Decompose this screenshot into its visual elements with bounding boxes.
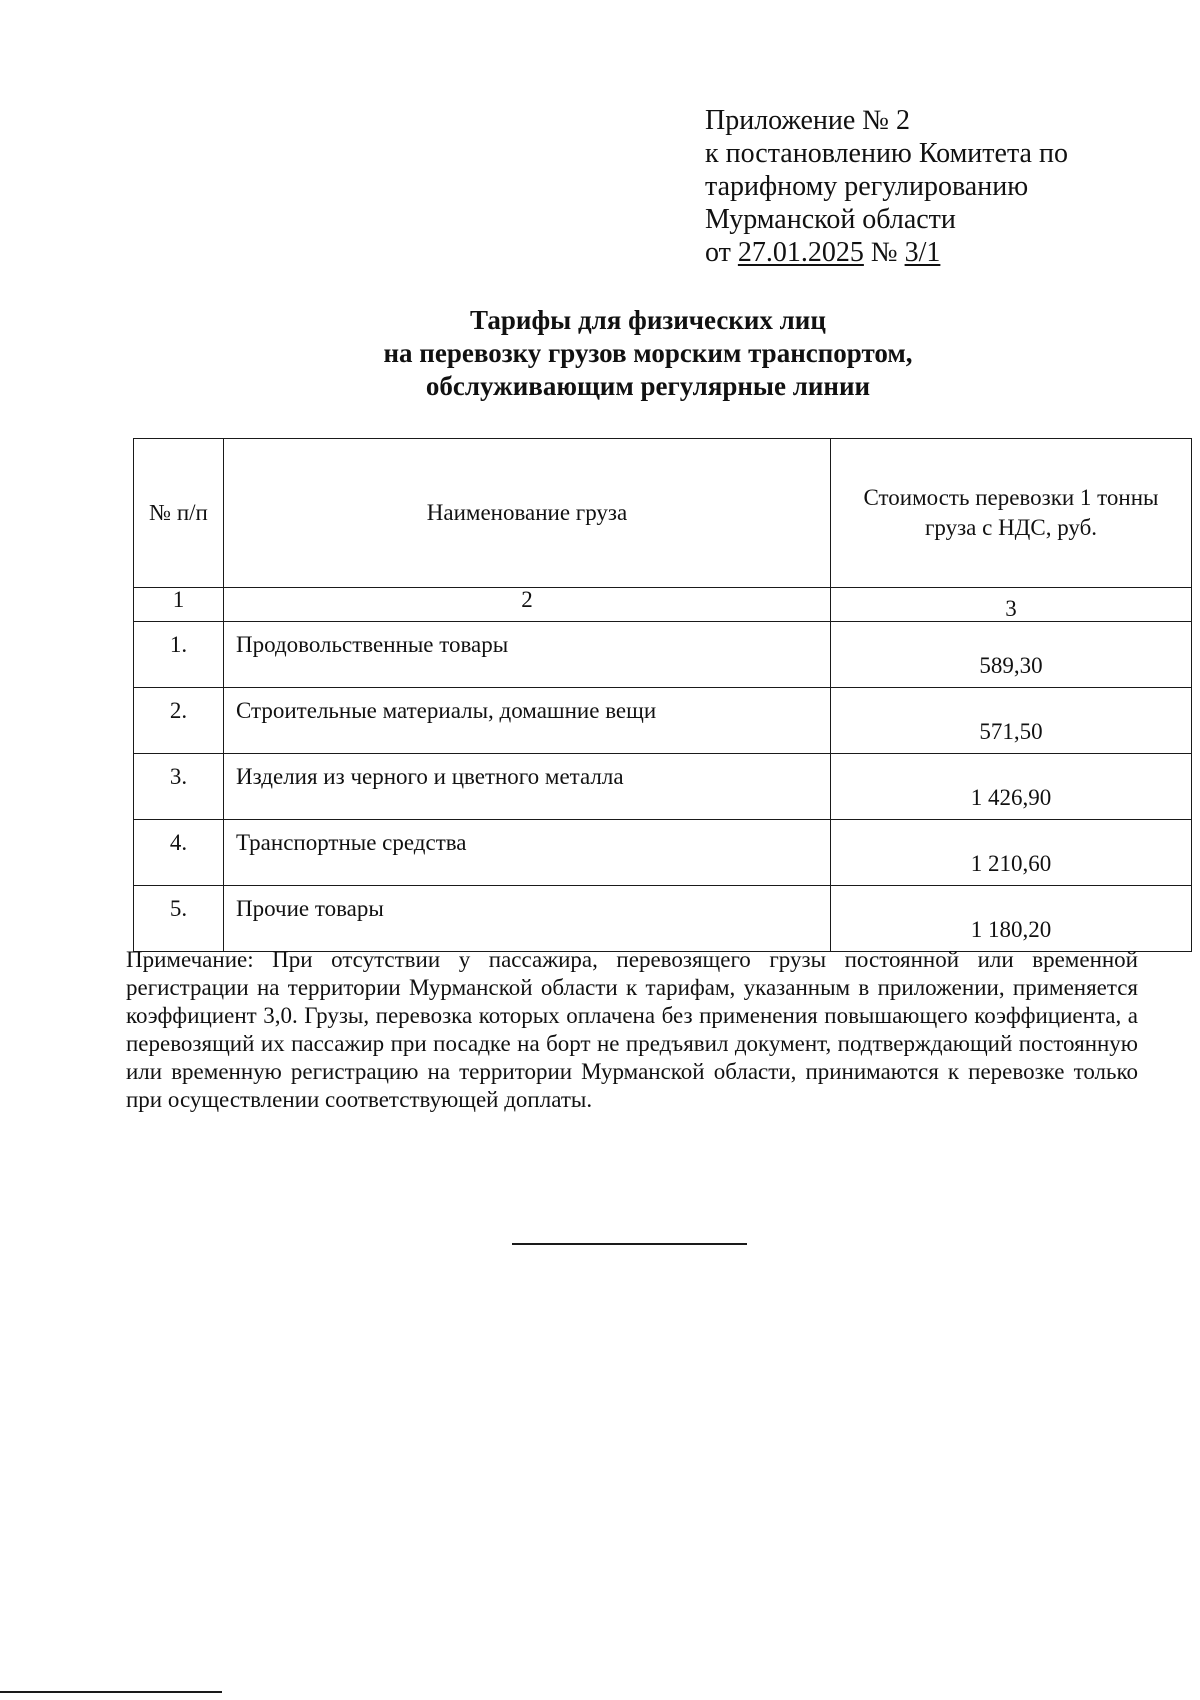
header-cost: Стоимость перевозки 1 тонны груза с НДС, руб. xyxy=(831,439,1192,588)
appendix-date-line xyxy=(705,236,1068,269)
cargo-name: Строительные материалы, домашние вещи xyxy=(224,688,831,754)
resolution-number: 3/1 xyxy=(904,237,941,268)
table-row xyxy=(134,886,1192,952)
appendix-line-2: к постановлению Комитета по xyxy=(705,138,1068,169)
appendix-line-3: тарифному регулированию xyxy=(705,171,1029,202)
appendix-header xyxy=(705,104,1068,269)
appendix-line-4: Мурманской области xyxy=(705,204,956,235)
cargo-name: Изделия из черного и цветного металла xyxy=(224,754,831,820)
cargo-cost: 1 210,60 xyxy=(831,820,1192,886)
cargo-cost: 571,50 xyxy=(831,688,1192,754)
row-num: 1. xyxy=(134,622,224,688)
resolution-date: 27.01.2025 xyxy=(737,237,864,268)
cargo-cost: 589,30 xyxy=(831,622,1192,688)
table-row xyxy=(134,754,1192,820)
title-line-1: Тарифы для физических лиц xyxy=(470,305,826,335)
table-row xyxy=(134,688,1192,754)
footer-rule xyxy=(0,1691,222,1693)
appendix-line-1: Приложение № 2 xyxy=(705,105,910,136)
date-prefix: от xyxy=(705,237,738,268)
title-line-2: на перевозку грузов морским транспортом, xyxy=(383,338,913,368)
column-index: 2 xyxy=(224,588,831,622)
cargo-name: Транспортные средства xyxy=(224,820,831,886)
row-num: 5. xyxy=(134,886,224,952)
table-header-row xyxy=(134,439,1192,588)
column-index: 1 xyxy=(134,588,224,622)
cargo-cost: 1 426,90 xyxy=(831,754,1192,820)
number-prefix: № xyxy=(863,237,905,268)
row-num: 4. xyxy=(134,820,224,886)
cargo-name: Прочие товары xyxy=(224,886,831,952)
header-num: № п/п xyxy=(134,439,224,588)
row-num: 2. xyxy=(134,688,224,754)
end-separator-line xyxy=(512,1243,747,1245)
cargo-cost: 1 180,20 xyxy=(831,886,1192,952)
table-row xyxy=(134,622,1192,688)
note-paragraph: Примечание: При отсутствии у пассажира, перевозящего грузы постоянной или временной регистрации на территории Мурманской области к тарифам, указанным в приложении, применяется коэффициент 3,0. Грузы, перевозка которых оплачена без применения повышающего коэффициента, а перевозящий их пассажир при посадке на борт не предъявил документ, подтверждающий постоянную или временную регистрацию на территории Мурманской области, принимаются к перевозке только при осуществлении соответствующей доплаты. xyxy=(126,947,1138,1112)
tariff-table xyxy=(133,438,1192,952)
column-index: 3 xyxy=(831,588,1192,622)
column-index-row xyxy=(134,588,1192,622)
table-row xyxy=(134,820,1192,886)
title-line-3: обслуживающим регулярные линии xyxy=(425,371,871,401)
cargo-name: Продовольственные товары xyxy=(224,622,831,688)
row-num: 3. xyxy=(134,754,224,820)
header-name: Наименование груза xyxy=(224,439,831,588)
document-title xyxy=(0,304,1200,403)
